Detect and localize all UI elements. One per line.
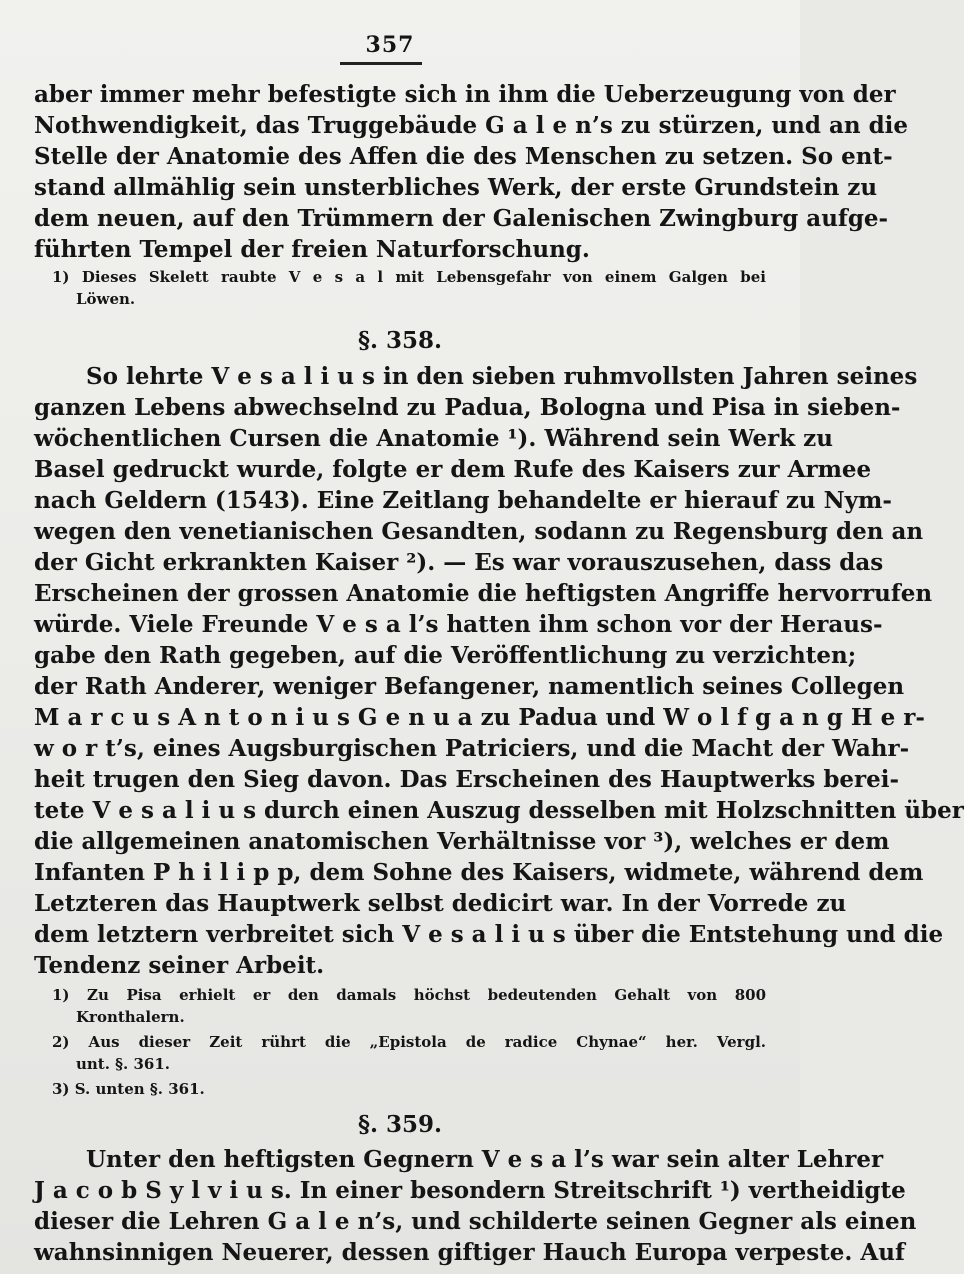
text-line: der Gicht erkrankten Kaiser ²). — Es war vorauszusehen, dass das: [34, 549, 884, 576]
footnote-line: 1) Zu Pisa erhielt er den damals höchst bedeutenden Gehalt von 800: [52, 986, 766, 1004]
text-line: Unter den heftigsten Gegnern V e s a l’s war sein alter Lehrer: [86, 1146, 884, 1173]
text-line: dem letztern verbreitet sich V e s a l i u s über die Entstehung und die: [34, 921, 944, 948]
text-line: wahnsinnigen Neuerer, dessen giftiger Hauch Europa verpeste. Auf: [34, 1239, 905, 1266]
text-line: J a c o b S y l v i u s. In einer besondern Streitschrift ¹) vertheidigte: [34, 1177, 906, 1204]
text-line: dem neuen, auf den Trümmern der Galenischen Zwingburg aufge-: [34, 205, 889, 232]
text-line: w o r t’s, eines Augsburgischen Patriciers, und die Macht der Wahr-: [34, 735, 910, 762]
footnote-line: Löwen.: [76, 290, 136, 308]
text-line: Letzteren das Hauptwerk selbst dedicirt war. In der Vorrede zu: [34, 890, 847, 917]
text-line: Infanten P h i l i p p, dem Sohne des Kaisers, widmete, während dem: [34, 859, 924, 886]
text-line: dieser die Lehren G a l e n’s, und schilderte seinen Gegner als einen: [34, 1208, 917, 1235]
text-line: Basel gedruckt wurde, folgte er dem Rufe des Kaisers zur Armee: [34, 456, 872, 483]
footnote-line: 3) S. unten §. 361.: [52, 1080, 205, 1098]
section-heading-358: §. 358.: [357, 327, 443, 354]
text-line: Tendenz seiner Arbeit.: [34, 952, 325, 979]
text-line: die allgemeinen anatomischen Verhältnisse vor ³), welches er dem: [34, 828, 890, 855]
text-line: ganzen Lebens abwechselnd zu Padua, Bologna und Pisa in sieben-: [34, 394, 901, 421]
text-line: M a r c u s A n t o n i u s G e n u a zu Padua und W o l f g a n g H e r-: [34, 704, 925, 731]
footnote-line: Kronthalern.: [76, 1008, 185, 1026]
text-line: gabe den Rath gegeben, auf die Veröffentlichung zu verzichten;: [34, 642, 857, 669]
footnote-line: 1) Dieses Skelett raubte V e s a l mit Lebensgefahr von einem Galgen bei: [52, 268, 766, 286]
page-number: 357: [365, 32, 415, 58]
page-number-rule: [340, 62, 422, 65]
text-line: So lehrte V e s a l i u s in den sieben ruhmvollsten Jahren seines: [86, 363, 918, 390]
text-line: tete V e s a l i u s durch einen Auszug desselben mit Holzschnitten über: [34, 797, 964, 824]
section-heading-359: §. 359.: [357, 1111, 443, 1138]
text-line: führten Tempel der freien Naturforschung.: [34, 236, 590, 263]
text-line: aber immer mehr befestigte sich in ihm die Ueberzeugung von der: [34, 81, 896, 108]
text-line: nach Geldern (1543). Eine Zeitlang behandelte er hierauf zu Nym-: [34, 487, 892, 514]
text-line: heit trugen den Sieg davon. Das Erscheinen des Hauptwerks berei-: [34, 766, 900, 793]
text-line: Nothwendigkeit, das Truggebäude G a l e n’s zu stürzen, und an die: [34, 112, 909, 139]
text-line: stand allmählig sein unsterbliches Werk, der erste Grundstein zu: [34, 174, 878, 201]
text-line: der Rath Anderer, weniger Befangener, namentlich seines Collegen: [34, 673, 905, 700]
text-line: wöchentlichen Cursen die Anatomie ¹). Während sein Werk zu: [34, 425, 833, 452]
footnote-line: unt. §. 361.: [76, 1055, 171, 1073]
footnote-line: 2) Aus dieser Zeit rührt die „Epistola de radice Chynae“ her. Vergl.: [52, 1033, 766, 1051]
text-line: Erscheinen der grossen Anatomie die heftigsten Angriffe hervorrufen: [34, 580, 933, 607]
text-line: Stelle der Anatomie des Affen die des Menschen zu setzen. So ent-: [34, 143, 893, 170]
text-line: würde. Viele Freunde V e s a l’s hatten ihm schon vor der Heraus-: [34, 611, 883, 638]
text-line: wegen den venetianischen Gesandten, sodann zu Regensburg den an: [34, 518, 924, 545]
